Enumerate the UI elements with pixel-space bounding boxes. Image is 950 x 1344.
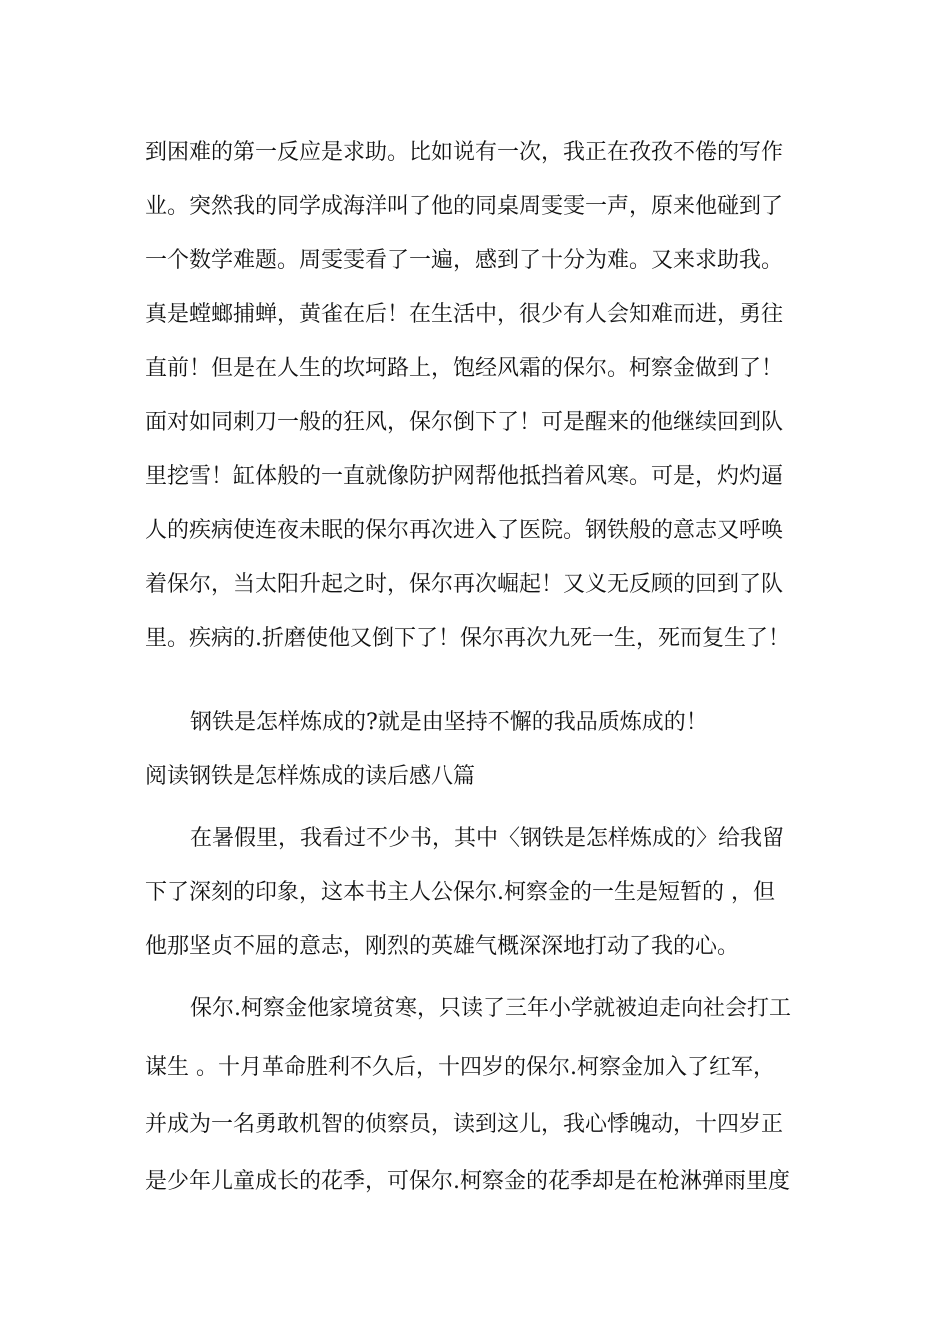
text-line: 着保尔，当太阳升起之时，保尔再次崛起！又义无反顾的回到了队 <box>145 572 784 597</box>
text-line: 面对如同刺刀一般的狂风，保尔倒下了！可是醒来的他继续回到队 <box>145 410 784 435</box>
text-line: 并成为一名勇敢机智的侦察员，读到这儿，我心悸魄动，十四岁正 <box>145 1112 784 1137</box>
text-line: 下了深刻的印象，这本书主人公保尔.柯察金的一生是短暂的 ，但 <box>145 880 775 905</box>
text-line: 里。疾病的.折磨使他又倒下了！保尔再次九死一生，死而复生了！ <box>145 626 790 651</box>
text-line: 里挖雪！缸体般的一直就像防护网帮他抵挡着风寒。可是，灼灼逼 <box>145 464 784 489</box>
text-line: 保尔.柯察金他家境贫寒，只读了三年小学就被迫走向社会打工 <box>190 996 791 1021</box>
text-line: 真是螳螂捕蝉，黄雀在后！在生活中，很少有人会知难而进，勇往 <box>145 302 784 327</box>
text-line: 钢铁是怎样炼成的?就是由坚持不懈的我品质炼成的！ <box>190 710 708 735</box>
section-heading: 阅读钢铁是怎样炼成的读后感八篇 <box>145 764 476 789</box>
text-line: 业。突然我的同学成海洋叫了他的同桌周雯雯一声，原来他碰到了 <box>145 194 784 219</box>
text-line: 是少年儿童成长的花季，可保尔.柯察金的花季却是在枪淋弹雨里度 <box>145 1169 790 1194</box>
text-line: 在暑假里，我看过不少书，其中〈钢铁是怎样炼成的〉给我留 <box>190 826 785 851</box>
text-line: 他那坚贞不屈的意志，刚烈的英雄气概深深地打动了我的心。 <box>145 934 740 959</box>
text-line: 谋生 。十月革命胜利不久后，十四岁的保尔.柯察金加入了红军， <box>145 1055 775 1080</box>
text-line: 直前！但是在人生的坎坷路上，饱经风霜的保尔。柯察金做到了！ <box>145 356 784 381</box>
text-line: 人的疾病使连夜未眠的保尔再次进入了医院。钢铁般的意志又呼唤 <box>145 518 784 543</box>
text-line: 到困难的第一反应是求助。比如说有一次，我正在孜孜不倦的写作 <box>145 140 784 165</box>
text-line: 一个数学难题。周雯雯看了一遍，感到了十分为难。又来求助我。 <box>145 248 784 273</box>
